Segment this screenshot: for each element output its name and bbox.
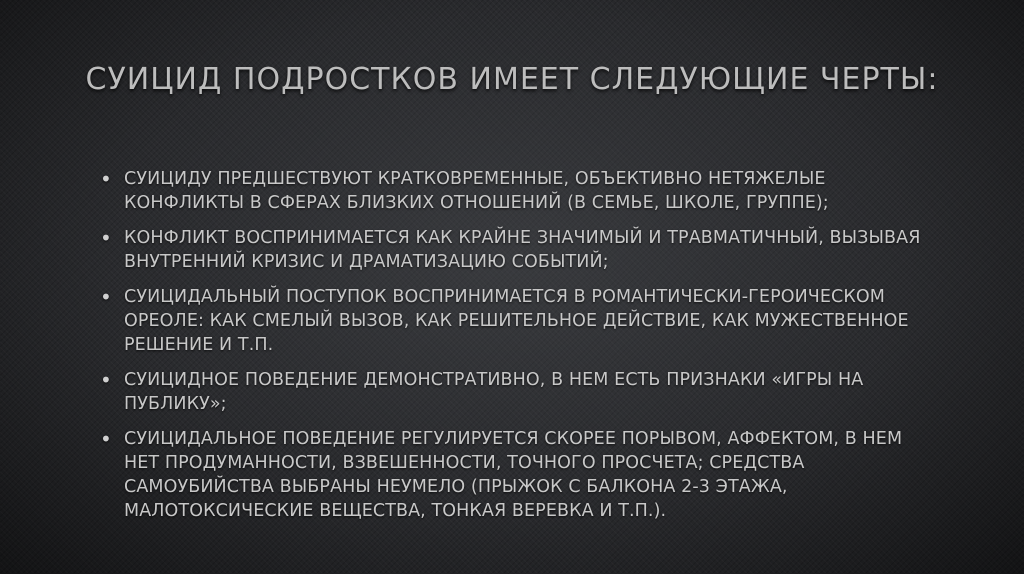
bullet-marker: • bbox=[100, 226, 112, 250]
list-item bbox=[100, 368, 922, 416]
list-item-text: СУИЦИДНОЕ ПОВЕДЕНИЕ ДЕМОНСТРАТИВНО, В НЕМ ЕСТЬ ПРИЗНАКИ «ИГРЫ НА ПУБЛИКУ»; bbox=[124, 370, 864, 414]
list-item bbox=[100, 226, 922, 274]
bullet-marker: • bbox=[100, 427, 112, 451]
list-item-text: СУИЦИДАЛЬНОЕ ПОВЕДЕНИЕ РЕГУЛИРУЕТСЯ СКОРЕЕ ПОРЫВОМ, АФФЕКТОМ, В НЕМ НЕТ ПРОДУМАННОСТИ, ВЗВЕШЕННОСТИ, ТОЧНОГО ПРОСЧЕТА; СРЕДСТВА САМОУБИЙСТВА ВЫБРАНЫ НЕУМЕЛО (ПРЫЖОК С БАЛКОНА 2-3 ЭТАЖА, МАЛОТОКСИЧЕСКИЕ ВЕЩЕСТВА, ТОНКАЯ ВЕРЕВКА И Т.П.). bbox=[124, 429, 903, 521]
list-item-text: КОНФЛИКТ ВОСПРИНИМАЕТСЯ КАК КРАЙНЕ ЗНАЧИМЫЙ И ТРАВМАТИЧНЫЙ, ВЫЗЫВАЯ ВНУТРЕННИЙ КРИЗИС И ДРАМАТИЗАЦИЮ СОБЫТИЙ; bbox=[124, 228, 921, 272]
bullet-list bbox=[100, 167, 922, 534]
bullet-marker: • bbox=[100, 167, 112, 191]
list-item-text: СУИЦИДУ ПРЕДШЕСТВУЮТ КРАТКОВРЕМЕННЫЕ, ОБЪЕКТИВНО НЕТЯЖЕЛЫЕ КОНФЛИКТЫ В СФЕРАХ БЛИЗКИХ ОТНОШЕНИЙ (В СЕМЬЕ, ШКОЛЕ, ГРУППЕ); bbox=[124, 169, 829, 213]
list-item bbox=[100, 427, 922, 523]
bullet-marker: • bbox=[100, 368, 112, 392]
list-item-text: СУИЦИДАЛЬНЫЙ ПОСТУПОК ВОСПРИНИМАЕТСЯ В РОМАНТИЧЕСКИ-ГЕРОИЧЕСКОМ ОРЕОЛЕ: КАК СМЕЛЫЙ ВЫЗОВ, КАК РЕШИТЕЛЬНОЕ ДЕЙСТВИЕ, КАК МУЖЕСТВЕННОЕ РЕШЕНИЕ И Т.П. bbox=[124, 287, 909, 355]
list-item bbox=[100, 285, 922, 357]
slide-title: СУИЦИД ПОДРОСТКОВ ИМЕЕТ СЛЕДУЮЩИЕ ЧЕРТЫ: bbox=[85, 62, 939, 97]
list-item bbox=[100, 167, 922, 215]
bullet-marker: • bbox=[100, 285, 112, 309]
